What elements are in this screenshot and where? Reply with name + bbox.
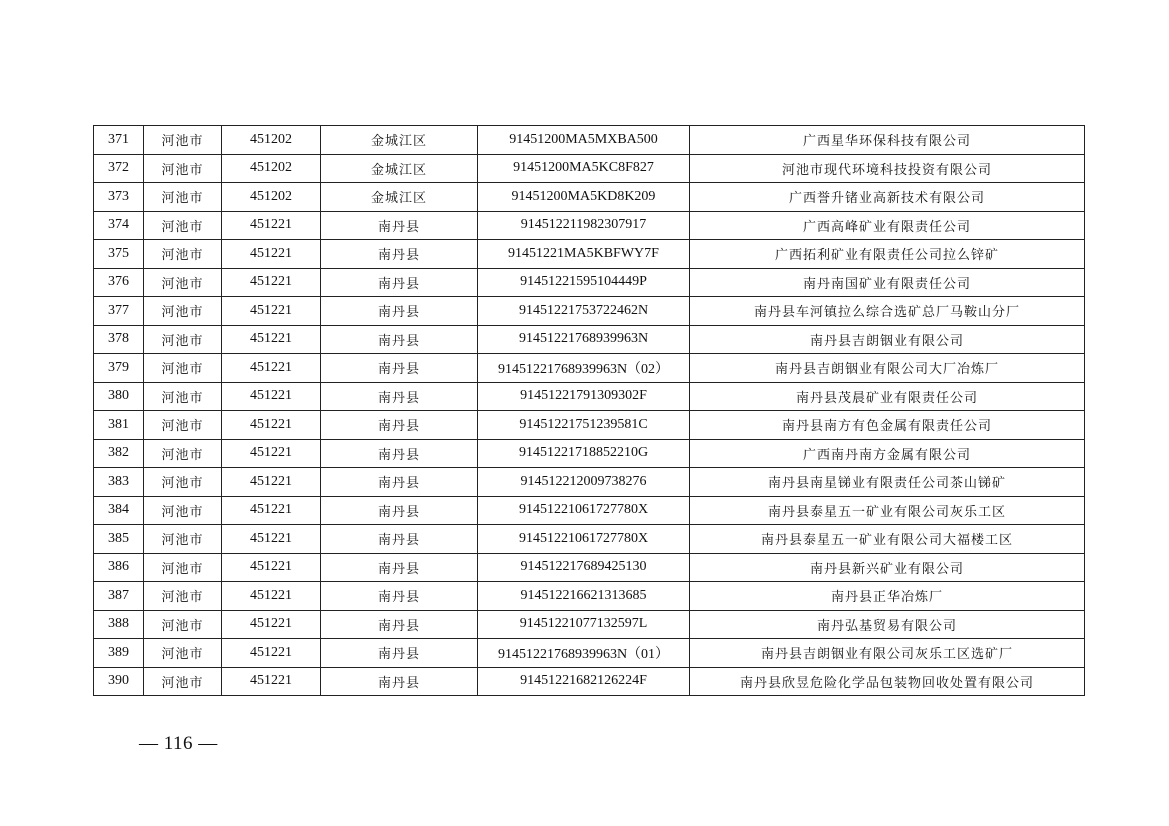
district-code-cell: 451221: [222, 496, 321, 525]
table-row: [94, 639, 1085, 668]
credit-code-cell: 91451221061727780X: [478, 525, 690, 554]
district-code-cell: 451221: [222, 354, 321, 383]
table-row: [94, 667, 1085, 696]
county-cell: 南丹县: [321, 525, 478, 554]
company-name-cell: 河池市现代环境科技投资有限公司: [690, 154, 1085, 183]
row-number-cell: 374: [94, 211, 144, 240]
row-number-cell: 385: [94, 525, 144, 554]
district-code-cell: 451221: [222, 639, 321, 668]
table-body: [94, 126, 1085, 696]
district-code-cell: 451221: [222, 268, 321, 297]
table-row: [94, 325, 1085, 354]
row-number-cell: 377: [94, 297, 144, 326]
district-code-cell: 451221: [222, 325, 321, 354]
table-row: [94, 154, 1085, 183]
city-cell: 河池市: [144, 183, 222, 212]
row-number-cell: 389: [94, 639, 144, 668]
city-cell: 河池市: [144, 639, 222, 668]
district-code-cell: 451221: [222, 297, 321, 326]
city-cell: 河池市: [144, 154, 222, 183]
credit-code-cell: 91451221791309302F: [478, 382, 690, 411]
county-cell: 南丹县: [321, 382, 478, 411]
row-number-cell: 383: [94, 468, 144, 497]
company-name-cell: 南丹县吉朗铟业有限公司灰乐工区选矿厂: [690, 639, 1085, 668]
credit-code-cell: 91451221682126224F: [478, 667, 690, 696]
company-name-cell: 南丹县吉朗铟业有限公司大厂冶炼厂: [690, 354, 1085, 383]
county-cell: 金城江区: [321, 183, 478, 212]
company-name-cell: 南丹县正华冶炼厂: [690, 582, 1085, 611]
table-row: [94, 211, 1085, 240]
company-name-cell: 南丹县车河镇拉么综合选矿总厂马鞍山分厂: [690, 297, 1085, 326]
company-name-cell: 南丹县吉朗铟业有限公司: [690, 325, 1085, 354]
county-cell: 南丹县: [321, 667, 478, 696]
table-row: [94, 411, 1085, 440]
company-name-cell: 南丹南国矿业有限责任公司: [690, 268, 1085, 297]
table-row: [94, 496, 1085, 525]
credit-code-cell: 91451221077132597L: [478, 610, 690, 639]
table-row: [94, 183, 1085, 212]
district-code-cell: 451221: [222, 211, 321, 240]
county-cell: 南丹县: [321, 211, 478, 240]
table-row: [94, 439, 1085, 468]
credit-code-cell: 91451221768939963N（01）: [478, 639, 690, 668]
district-code-cell: 451221: [222, 525, 321, 554]
city-cell: 河池市: [144, 468, 222, 497]
table-row: [94, 468, 1085, 497]
credit-code-cell: 91451221753722462N: [478, 297, 690, 326]
row-number-cell: 381: [94, 411, 144, 440]
county-cell: 南丹县: [321, 411, 478, 440]
row-number-cell: 376: [94, 268, 144, 297]
company-name-cell: 广西星华环保科技有限公司: [690, 126, 1085, 155]
row-number-cell: 382: [94, 439, 144, 468]
table-row: [94, 297, 1085, 326]
credit-code-cell: 914512211982307917: [478, 211, 690, 240]
credit-code-cell: 91451221768939963N（02）: [478, 354, 690, 383]
page-number: — 116 —: [139, 733, 218, 754]
table-row: [94, 553, 1085, 582]
district-code-cell: 451202: [222, 126, 321, 155]
table-row: [94, 240, 1085, 269]
company-name-cell: 广西高峰矿业有限责任公司: [690, 211, 1085, 240]
county-cell: 金城江区: [321, 154, 478, 183]
city-cell: 河池市: [144, 496, 222, 525]
district-code-cell: 451221: [222, 553, 321, 582]
county-cell: 南丹县: [321, 610, 478, 639]
city-cell: 河池市: [144, 525, 222, 554]
city-cell: 河池市: [144, 240, 222, 269]
city-cell: 河池市: [144, 439, 222, 468]
row-number-cell: 373: [94, 183, 144, 212]
county-cell: 南丹县: [321, 468, 478, 497]
row-number-cell: 371: [94, 126, 144, 155]
row-number-cell: 384: [94, 496, 144, 525]
table-row: [94, 354, 1085, 383]
district-code-cell: 451221: [222, 439, 321, 468]
city-cell: 河池市: [144, 667, 222, 696]
company-name-cell: 南丹县南方有色金属有限责任公司: [690, 411, 1085, 440]
row-number-cell: 390: [94, 667, 144, 696]
district-code-cell: 451221: [222, 610, 321, 639]
city-cell: 河池市: [144, 126, 222, 155]
credit-code-cell: 914512216621313685: [478, 582, 690, 611]
city-cell: 河池市: [144, 582, 222, 611]
credit-code-cell: 91451200MA5MXBA500: [478, 126, 690, 155]
row-number-cell: 372: [94, 154, 144, 183]
credit-code-cell: 91451221MA5KBFWY7F: [478, 240, 690, 269]
credit-code-cell: 91451221751239581C: [478, 411, 690, 440]
district-code-cell: 451202: [222, 154, 321, 183]
row-number-cell: 387: [94, 582, 144, 611]
enterprise-list-table: [93, 125, 1085, 696]
table-row: [94, 126, 1085, 155]
credit-code-cell: 914512217689425130: [478, 553, 690, 582]
district-code-cell: 451202: [222, 183, 321, 212]
credit-code-cell: 91451221718852210G: [478, 439, 690, 468]
company-name-cell: 广西拓利矿业有限责任公司拉么锌矿: [690, 240, 1085, 269]
credit-code-cell: 914512212009738276: [478, 468, 690, 497]
county-cell: 南丹县: [321, 496, 478, 525]
company-name-cell: 南丹县新兴矿业有限公司: [690, 553, 1085, 582]
city-cell: 河池市: [144, 297, 222, 326]
district-code-cell: 451221: [222, 582, 321, 611]
county-cell: 南丹县: [321, 325, 478, 354]
county-cell: 南丹县: [321, 582, 478, 611]
county-cell: 南丹县: [321, 240, 478, 269]
county-cell: 南丹县: [321, 297, 478, 326]
district-code-cell: 451221: [222, 667, 321, 696]
city-cell: 河池市: [144, 411, 222, 440]
district-code-cell: 451221: [222, 411, 321, 440]
district-code-cell: 451221: [222, 240, 321, 269]
city-cell: 河池市: [144, 553, 222, 582]
city-cell: 河池市: [144, 354, 222, 383]
row-number-cell: 379: [94, 354, 144, 383]
company-name-cell: 南丹县南星锑业有限责任公司茶山锑矿: [690, 468, 1085, 497]
row-number-cell: 386: [94, 553, 144, 582]
table-row: [94, 382, 1085, 411]
county-cell: 南丹县: [321, 553, 478, 582]
table-row: [94, 610, 1085, 639]
city-cell: 河池市: [144, 325, 222, 354]
row-number-cell: 388: [94, 610, 144, 639]
row-number-cell: 378: [94, 325, 144, 354]
company-name-cell: 南丹县茂晨矿业有限责任公司: [690, 382, 1085, 411]
credit-code-cell: 91451200MA5KD8K209: [478, 183, 690, 212]
row-number-cell: 375: [94, 240, 144, 269]
district-code-cell: 451221: [222, 382, 321, 411]
county-cell: 南丹县: [321, 639, 478, 668]
county-cell: 金城江区: [321, 126, 478, 155]
credit-code-cell: 91451221595104449P: [478, 268, 690, 297]
table-row: [94, 268, 1085, 297]
credit-code-cell: 91451200MA5KC8F827: [478, 154, 690, 183]
district-code-cell: 451221: [222, 468, 321, 497]
city-cell: 河池市: [144, 382, 222, 411]
company-name-cell: 南丹县欣昱危险化学品包装物回收处置有限公司: [690, 667, 1085, 696]
company-name-cell: 广西南丹南方金属有限公司: [690, 439, 1085, 468]
credit-code-cell: 91451221061727780X: [478, 496, 690, 525]
row-number-cell: 380: [94, 382, 144, 411]
company-name-cell: 南丹县泰星五一矿业有限公司灰乐工区: [690, 496, 1085, 525]
company-name-cell: 广西誉升锗业高新技术有限公司: [690, 183, 1085, 212]
city-cell: 河池市: [144, 610, 222, 639]
company-name-cell: 南丹弘基贸易有限公司: [690, 610, 1085, 639]
city-cell: 河池市: [144, 211, 222, 240]
credit-code-cell: 91451221768939963N: [478, 325, 690, 354]
county-cell: 南丹县: [321, 268, 478, 297]
table-row: [94, 525, 1085, 554]
city-cell: 河池市: [144, 268, 222, 297]
company-name-cell: 南丹县泰星五一矿业有限公司大福楼工区: [690, 525, 1085, 554]
table-row: [94, 582, 1085, 611]
county-cell: 南丹县: [321, 439, 478, 468]
county-cell: 南丹县: [321, 354, 478, 383]
